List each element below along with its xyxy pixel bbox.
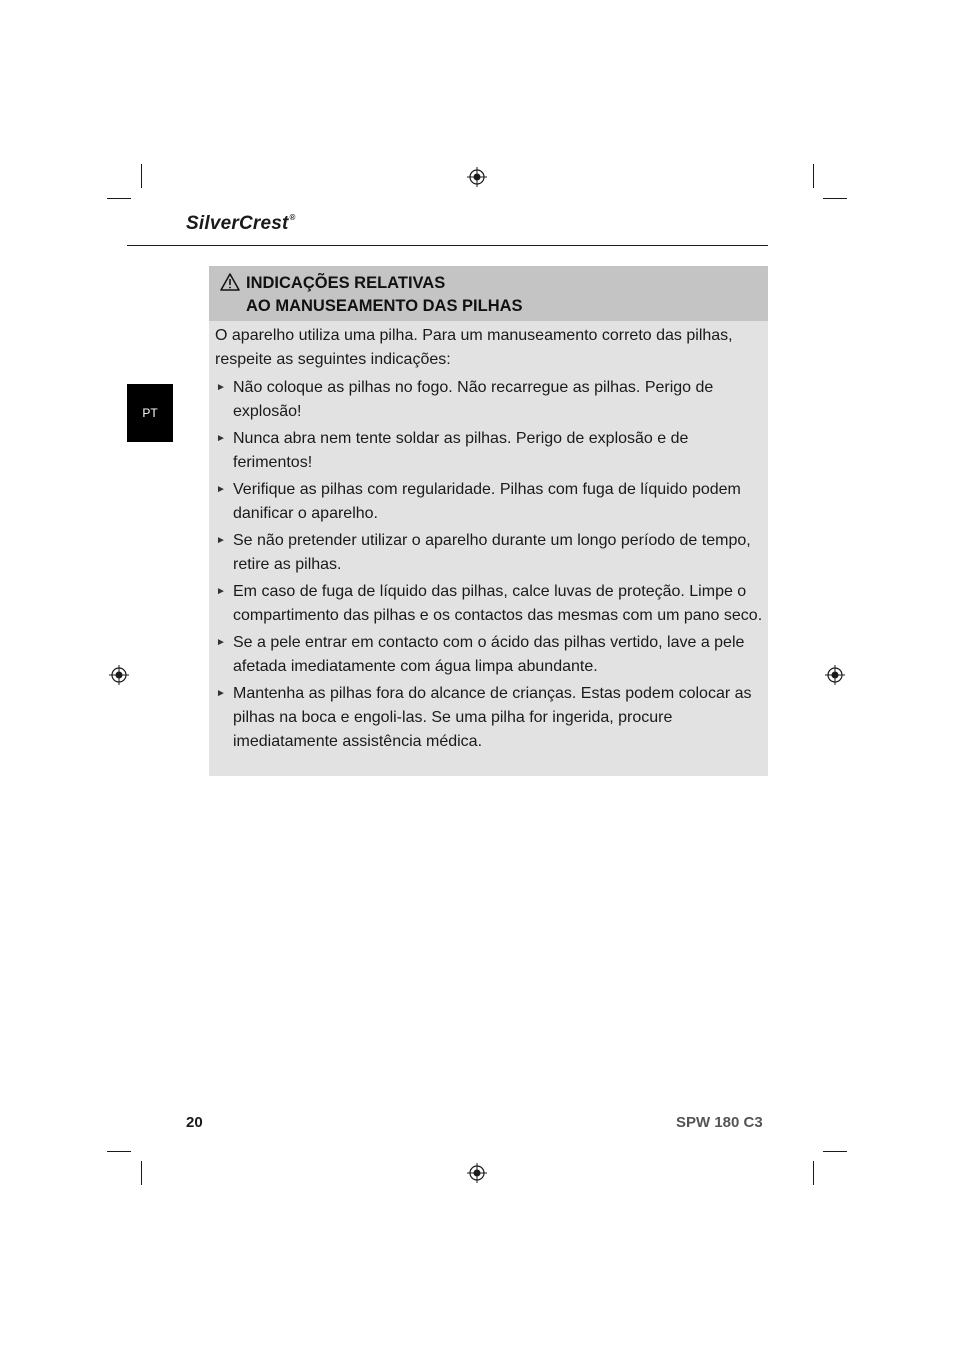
list-item [215,376,763,424]
registration-mark-icon [109,665,129,685]
header-rule [127,245,768,246]
brand-name: SilverCrest [186,213,289,234]
registration-mark-icon [467,1163,487,1183]
battery-notice-box [209,266,768,776]
page-number: 20 [186,1114,203,1131]
bullet-arrow-icon: ► [216,535,226,546]
crop-mark [141,1161,142,1185]
crop-mark [813,164,814,188]
list-item [215,631,763,679]
bullet-arrow-icon: ► [216,637,226,648]
notice-header [209,266,768,321]
crop-mark [823,198,847,199]
bullet-arrow-icon: ► [216,484,226,495]
notice-intro: O aparelho utiliza uma pilha. Para um manuseamento correto das pilhas, respeite as seguintes indicações: [215,327,733,368]
list-item [215,580,763,628]
bullet-arrow-icon: ► [216,382,226,393]
crop-mark [107,198,131,199]
list-item-text: Se a pele entrar em contacto com o ácido das pilhas vertido, lave a pele afetada imediatamente com água limpa abundante. [233,634,745,675]
list-item [215,529,763,577]
list-item-text: Se não pretender utilizar o aparelho durante um longo período de tempo, retire as pilhas. [233,532,751,573]
registration-mark-icon [467,167,487,187]
language-tab [127,384,173,442]
brand-logo [186,213,296,235]
bullet-arrow-icon: ► [216,433,226,444]
language-tab-label: PT [142,406,158,420]
list-item-text: Nunca abra nem tente soldar as pilhas. Perigo de explosão e de ferimentos! [233,430,689,471]
list-item [215,427,763,475]
list-item-text: Mantenha as pilhas fora do alcance de crianças. Estas podem colocar as pilhas na boca e engoli-las. Se uma pilha for ingerida, procure imediatamente assistência médica. [233,685,752,750]
bullet-arrow-icon: ► [216,586,226,597]
brand-registered-mark: ® [289,213,296,222]
list-item-text: Verifique as pilhas com regularidade. Pilhas com fuga de líquido podem danificar o aparelho. [233,481,741,522]
crop-mark [107,1151,131,1152]
crop-mark [813,1161,814,1185]
list-item-text: Não coloque as pilhas no fogo. Não recarregue as pilhas. Perigo de explosão! [233,379,714,420]
model-number: SPW 180 C3 [676,1114,763,1131]
list-item [215,478,763,526]
notice-title-line1: INDICAÇÕES RELATIVAS [246,274,446,292]
crop-mark [823,1151,847,1152]
crop-mark [141,164,142,188]
warning-triangle-icon [220,273,240,291]
notice-title-line2: AO MANUSEAMENTO DAS PILHAS [246,297,523,315]
notice-bullet-list [215,376,763,757]
registration-mark-icon [825,665,845,685]
list-item-text: Em caso de fuga de líquido das pilhas, calce luvas de proteção. Limpe o compartimento das pilhas e os contactos das mesmas com um pano seco. [233,583,763,624]
list-item [215,682,763,754]
bullet-arrow-icon: ► [216,688,226,699]
